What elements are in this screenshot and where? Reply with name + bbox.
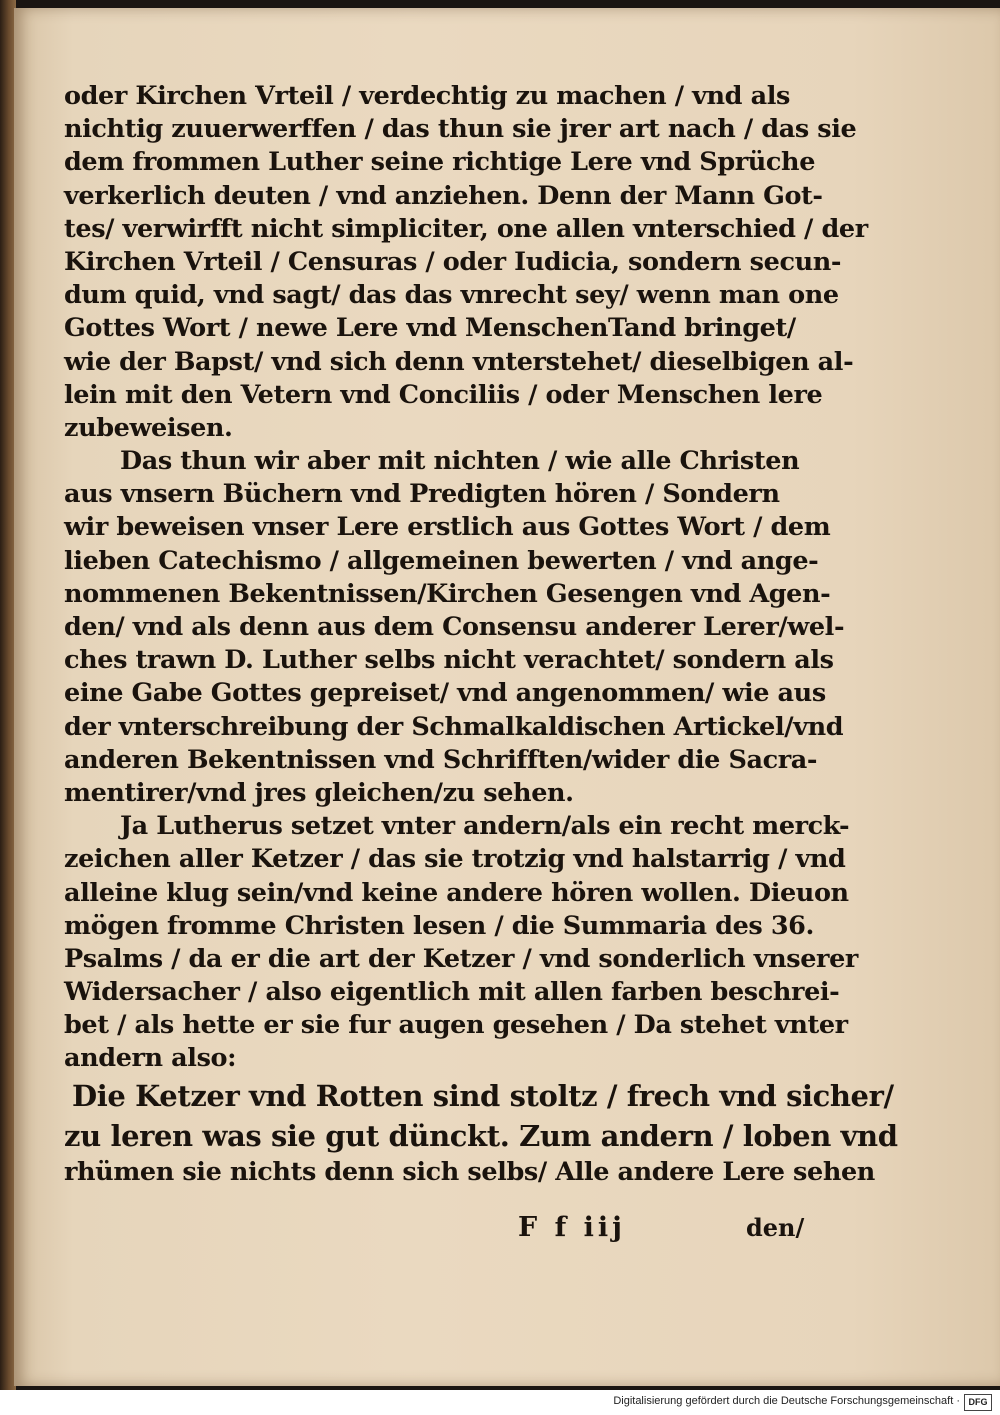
text-line: mentirer/vnd jres gleichen/zu sehen.: [64, 777, 574, 808]
catchword: den/: [746, 1213, 805, 1242]
text-line: eine Gabe Gottes gepreiset/ vnd angenommen/ wie aus: [64, 678, 826, 709]
text-line: andern also:: [64, 1043, 237, 1074]
text-line: mögen fromme Christen lesen / die Summaria des 36.: [64, 910, 815, 941]
body-text: [64, 80, 898, 1189]
text-line: anderen Bekentnissen vnd Schrifften/wider die Sacra-: [64, 744, 818, 775]
text-line: alleine klug sein/vnd keine andere hören wollen. Dieuon: [64, 877, 849, 908]
text-line: oder Kirchen Vrteil / verdechtig zu machen / vnd als: [64, 81, 790, 111]
text-line: zeichen aller Ketzer / das sie trotzig vnd halstarrig / vnd: [64, 844, 846, 875]
paragraph-start-line: Ja Lutherus setzet vnter andern/als ein recht merck-: [120, 811, 850, 842]
text-line: Kirchen Vrteil / Censuras / oder Iudicia, sondern secun-: [64, 246, 842, 277]
text-line: lein mit den Vetern vnd Conciliis / oder Menschen lere: [64, 379, 823, 410]
text-line: den/ vnd als denn aus dem Consensu anderer Lerer/wel-: [64, 612, 845, 642]
credit-bar: [0, 1390, 1000, 1415]
text-line: nichtig zuuerwerffen / das thun sie jrer art nach / das sie: [64, 114, 857, 145]
quotation-line: Die Ketzer vnd Rotten sind stoltz / frech vnd sicher/: [72, 1078, 894, 1113]
text-line: dum quid, vnd sagt/ das das vnrecht sey/ wenn man one: [64, 280, 839, 311]
text-line: Psalms / da er die art der Ketzer / vnd sonderlich vnserer: [64, 943, 858, 974]
text-line: nommenen Bekentnissen/Kirchen Gesengen vnd Agen-: [64, 578, 831, 609]
text-line: lieben Catechismo / allgemeinen bewerten / vnd ange-: [64, 545, 819, 576]
signature-mark: F f iij: [518, 1212, 626, 1243]
text-line: Gottes Wort / newe Lere vnd MenschenTand bringet/: [64, 313, 796, 344]
text-line: zubeweisen.: [64, 412, 233, 443]
text-line: dem frommen Luther seine richtige Lere vnd Sprüche: [64, 147, 816, 178]
funding-credit: Digitalisierung gefördert durch die Deutsche Forschungsgemeinschaft ·: [613, 1395, 960, 1407]
text-line: verkerlich deuten / vnd anziehen. Denn der Mann Got-: [64, 180, 823, 211]
text-line: ches trawn D. Luther selbs nicht verachtet/ sondern als: [64, 645, 834, 676]
dfg-logo: DFG: [964, 1394, 992, 1411]
paragraph-start-line: Das thun wir aber mit nichten / wie alle Christen: [120, 446, 800, 477]
text-line: der vnterschreibung der Schmalkaldischen Artickel/vnd: [64, 711, 844, 742]
text-line: wir beweisen vnser Lere erstlich aus Gottes Wort / dem: [64, 512, 831, 543]
text-line: tes/ verwirfft nicht simpliciter, one allen vnterschied / der: [64, 213, 868, 244]
text-line: rhümen sie nichts denn sich selbs/ Alle andere Lere sehen: [64, 1156, 875, 1187]
text-line: bet / als hette er sie fur augen gesehen / Da stehet vnter: [64, 1010, 848, 1041]
text-line: aus vnsern Büchern vnd Predigten hören / Sondern: [64, 479, 780, 510]
quotation-line: zu leren was sie gut dünckt. Zum andern / loben vnd: [64, 1118, 898, 1153]
text-line: Widersacher / also eigentlich mit allen farben beschrei-: [64, 977, 840, 1008]
text-line: wie der Bapst/ vnd sich denn vnterstehet/ dieselbigen al-: [64, 346, 854, 377]
